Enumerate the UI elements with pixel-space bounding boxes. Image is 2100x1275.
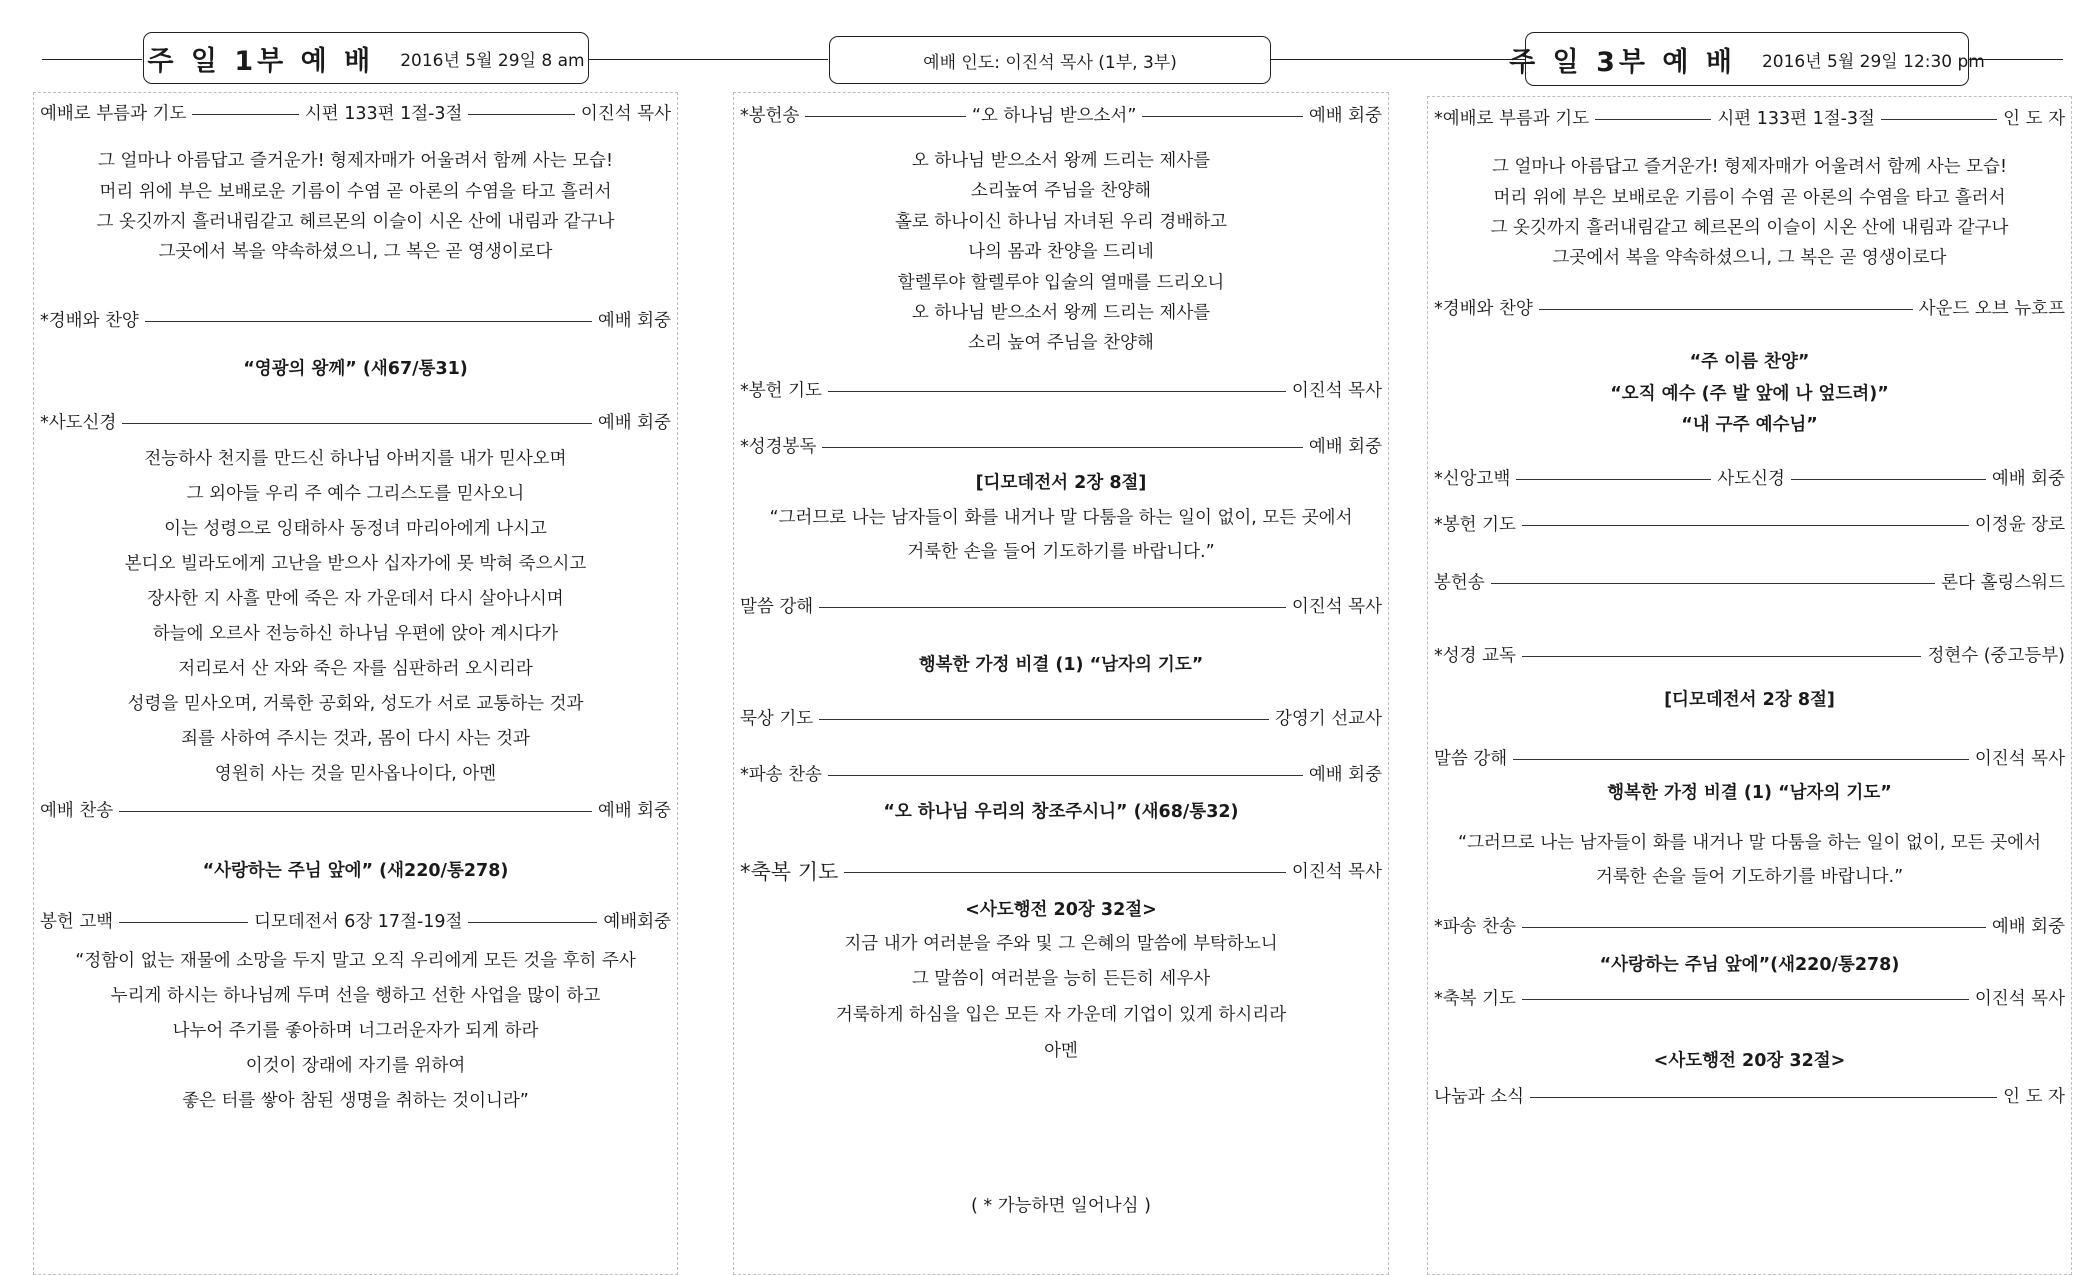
service1-header — [143, 32, 589, 84]
scripture-reference: [디모데전서 2장 8절] — [975, 473, 1147, 493]
psalm-line: 머리 위에 부은 보배로운 기름이 수염 곧 아론의 수염을 타고 흘러서 — [99, 182, 612, 202]
worship-leader: 예배 인도: 이진석 목사 (1부, 3부) — [923, 52, 1177, 73]
benediction-line: 지금 내가 여러분을 주와 및 그 은혜의 말씀에 부탁하노니 — [844, 934, 1278, 954]
item-leader: 예배회중 — [603, 912, 672, 932]
psalm-line: 그 얼마나 아름답고 즐거운가! 형제자매가 어울려서 함께 사는 모습! — [98, 151, 613, 171]
scripture-line: 나누어 주기를 좋아하며 너그러운자가 되게 하라 — [172, 1021, 539, 1041]
item-leader: 예배 회중 — [1308, 106, 1382, 126]
benediction-line: 아멘 — [1044, 1041, 1078, 1061]
sermon-title: 행복한 가정 비결 (1) “남자의 기도” — [1607, 783, 1892, 803]
item-label: 말씀 강해 — [740, 597, 814, 617]
service3-title: 주 일 3부 예 배 — [1509, 46, 1736, 78]
psalm-line: 머리 위에 부은 보배로운 기름이 수염 곧 아론의 수염을 타고 흘러서 — [1493, 188, 2006, 208]
standing-note: ( * 가능하면 일어나심 ) — [971, 1196, 1151, 1216]
song-line: 할렐루야 할렐루야 입술의 열매를 드리오니 — [897, 273, 1225, 293]
scripture-line: “그러므로 나는 남자들이 화를 내거나 말 다툼을 하는 일이 없이, 모든 곳에서 — [769, 508, 1353, 528]
item-leader: 예배 회중 — [1308, 765, 1382, 785]
item-leader: 예배 회중 — [597, 311, 671, 331]
service3-column — [1427, 96, 2072, 1275]
song-line: 소리 높여 주님을 찬양해 — [968, 333, 1154, 353]
header-rule — [588, 59, 828, 60]
item-leader: 론다 홀링스워드 — [1941, 573, 2065, 593]
item-leader: 이진석 목사 — [1291, 597, 1382, 617]
creed-line: 하늘에 오르사 전능하신 하나님 우편에 앉아 계시다가 — [152, 624, 559, 644]
hymn-title: “오 하나님 우리의 창조주시니” (새68/통32) — [883, 802, 1239, 822]
song-line: 소리높여 주님을 찬양해 — [970, 181, 1152, 201]
scripture-line: 누리게 하시는 하나님께 두며 선을 행하고 선한 사업을 많이 하고 — [110, 986, 601, 1006]
item-leader: 이진석 목사 — [1974, 989, 2065, 1009]
scripture-line: 거룩한 손을 들어 기도하기를 바랍니다.” — [907, 542, 1215, 562]
order-item — [40, 799, 671, 823]
creed-line: 영원히 사는 것을 믿사옵나이다, 아멘 — [214, 764, 497, 784]
service1-date: 2016년 5월 29일 8 am — [400, 50, 585, 71]
order-item — [1434, 644, 2065, 668]
item-detail: 사도신경 — [1717, 469, 1785, 489]
order-item — [740, 707, 1382, 731]
item-leader: 인 도 자 — [2003, 109, 2066, 129]
benediction-line: 거룩하게 하심을 입은 모든 자 가운데 기업이 있게 하시리라 — [835, 1005, 1287, 1025]
item-detail: 디모데전서 6장 17절-19절 — [254, 912, 463, 932]
service3-date: 2016년 5월 29일 12:30 pm — [1761, 51, 1985, 72]
order-item — [40, 309, 671, 333]
item-label: *경배와 찬양 — [40, 311, 139, 331]
song-line: 오 하나님 받으소서 왕께 드리는 제사를 — [911, 303, 1211, 323]
psalm-line: 그 얼마나 아름답고 즐거운가! 형제자매가 어울려서 함께 사는 모습! — [1492, 157, 2007, 177]
item-label: 봉헌 고백 — [40, 912, 114, 932]
order-item — [740, 763, 1382, 787]
scripture-line: “정함이 없는 재물에 소망을 두지 말고 오직 우리에게 모든 것을 후히 주사 — [75, 951, 636, 971]
order-item — [740, 379, 1382, 403]
psalm-line: 그 옷깃까지 흘러내림같고 헤르몬의 이슬이 시온 산에 내림과 같구나 — [1490, 218, 2009, 238]
hymn-title: “영광의 왕께” (새67/통31) — [243, 359, 468, 379]
header-rule — [42, 59, 142, 60]
scripture-line: 이것이 장래에 자기를 위하여 — [245, 1056, 466, 1076]
song-line: 나의 몸과 찬양을 드리네 — [968, 242, 1154, 262]
item-label: *경배와 찬양 — [1434, 299, 1533, 319]
order-continued-column — [733, 92, 1389, 1275]
order-item — [1434, 1085, 2065, 1109]
item-label: 봉헌송 — [1434, 573, 1485, 593]
scripture-reference: [디모데전서 2장 8절] — [1664, 690, 1835, 710]
creed-line: 성령을 믿사오며, 거룩한 공회와, 성도가 서로 교통하는 것과 — [127, 694, 584, 714]
item-leader: 정현수 (중고등부) — [1927, 646, 2065, 666]
order-item — [40, 411, 671, 435]
creed-line: 죄를 사하여 주시는 것과, 몸이 다시 사는 것과 — [181, 729, 530, 749]
item-leader: 예배 회중 — [597, 413, 671, 433]
creed-line: 그 외아들 우리 주 예수 그리스도를 믿사오니 — [186, 484, 525, 504]
song-title: “내 구주 예수님” — [1681, 415, 1818, 435]
order-item — [740, 860, 1382, 884]
order-item — [1434, 915, 2065, 939]
item-leader: 강영기 선교사 — [1275, 709, 1382, 729]
item-label: *축복 기도 — [740, 860, 839, 884]
service1-title: 주 일 1부 예 배 — [147, 45, 375, 77]
item-detail: 시편 133편 1절-3절 — [1717, 109, 1875, 129]
order-item — [740, 104, 1382, 128]
order-item — [1434, 571, 2065, 595]
item-leader: 예배 회중 — [597, 801, 671, 821]
psalm-line: 그곳에서 복을 약속하셨으니, 그 복은 곧 영생이로다 — [158, 242, 553, 262]
item-label: *사도신경 — [40, 413, 117, 433]
item-leader: 인 도 자 — [2003, 1087, 2065, 1107]
item-leader: 예배 회중 — [1991, 917, 2065, 937]
psalm-line: 그곳에서 복을 약속하셨으니, 그 복은 곧 영생이로다 — [1552, 248, 1947, 268]
item-leader: 이진석 목사 — [1291, 862, 1382, 882]
creed-line: 장사한 지 사흘 만에 죽은 자 가운데서 다시 살아나시며 — [147, 589, 564, 609]
item-label: *봉헌 기도 — [740, 381, 822, 401]
order-item — [1434, 747, 2065, 771]
item-leader: 이진석 목사 — [1974, 749, 2065, 769]
order-item — [1434, 297, 2065, 321]
order-item — [40, 102, 671, 126]
item-label: 묵상 기도 — [740, 709, 814, 729]
song-line: 오 하나님 받으소서 왕께 드리는 제사를 — [911, 151, 1211, 171]
sermon-title: 행복한 가정 비결 (1) “남자의 기도” — [918, 655, 1204, 675]
item-label: 말씀 강해 — [1434, 749, 1508, 769]
item-label: 예배로 부름과 기도 — [40, 104, 187, 124]
item-leader: 이정윤 장로 — [1974, 515, 2065, 535]
item-label: *축복 기도 — [1434, 989, 1516, 1009]
service3-header — [1509, 32, 1985, 86]
order-item — [1434, 467, 2065, 491]
item-label: 나눔과 소식 — [1434, 1087, 1525, 1107]
order-item — [40, 910, 671, 934]
item-label: *성경 교독 — [1434, 646, 1516, 666]
creed-line: 전능하사 천지를 만드신 하나님 아버지를 내가 믿사오며 — [144, 449, 567, 469]
item-leader: 이진석 목사 — [580, 104, 672, 124]
header-rule — [1270, 59, 1525, 60]
creed-line: 저리로서 산 자와 죽은 자를 심판하러 오시리라 — [178, 659, 533, 679]
song-title: “주 이름 찬양” — [1689, 352, 1810, 372]
benediction-line: 그 말씀이 여러분을 능히 든든히 세우사 — [911, 969, 1211, 989]
creed-line: 이는 성령으로 잉태하사 동정녀 마리아에게 나시고 — [164, 519, 547, 539]
item-leader: 예배 회중 — [1308, 437, 1382, 457]
leader-header — [829, 36, 1271, 84]
item-label: *봉헌송 — [740, 106, 800, 126]
item-label: *봉헌 기도 — [1434, 515, 1516, 535]
item-detail: “오 하나님 받으소서” — [971, 106, 1137, 126]
order-item — [740, 595, 1382, 619]
item-leader: 예배 회중 — [1991, 469, 2065, 489]
item-label: 예배 찬송 — [40, 801, 114, 821]
order-item — [1434, 513, 2065, 537]
scripture-reference: <사도행전 20장 32절> — [965, 900, 1157, 920]
creed-line: 본디오 빌라도에게 고난을 받으사 십자가에 못 박혀 죽으시고 — [124, 554, 587, 574]
item-label: *파송 찬송 — [1434, 917, 1516, 937]
scripture-line: 좋은 터를 쌓아 참된 생명을 취하는 것이니라” — [182, 1091, 529, 1111]
hymn-title: “사랑하는 주님 앞에” (새220/통278) — [202, 861, 509, 881]
item-leader: 이진석 목사 — [1291, 381, 1382, 401]
psalm-line: 그 옷깃까지 흘러내림같고 헤르몬의 이슬이 시온 산에 내림과 같구나 — [96, 212, 615, 232]
song-line: 홀로 하나이신 하나님 자녀된 우리 경배하고 — [894, 212, 1228, 232]
order-item — [1434, 107, 2065, 131]
scripture-line: “그러므로 나는 남자들이 화를 내거나 말 다툼을 하는 일이 없이, 모든 곳에서 — [1458, 833, 2041, 853]
service1-column — [33, 92, 678, 1275]
song-title: “오직 예수 (주 발 앞에 나 엎드려)” — [1610, 384, 1889, 404]
scripture-reference: <사도행전 20장 32절> — [1653, 1051, 1846, 1071]
item-label: *신앙고백 — [1434, 469, 1511, 489]
item-leader: 사운드 오브 뉴호프 — [1918, 299, 2065, 319]
order-item — [740, 435, 1382, 459]
scripture-line: 거룩한 손을 들어 기도하기를 바랍니다.” — [1595, 867, 1904, 887]
order-item — [1434, 987, 2065, 1011]
item-detail: 시편 133편 1절-3절 — [304, 104, 463, 124]
hymn-title: “사랑하는 주님 앞에”(새220/통278) — [1599, 955, 1900, 975]
item-label: *예배로 부름과 기도 — [1434, 109, 1590, 129]
item-label: *파송 찬송 — [740, 765, 822, 785]
item-label: *성경봉독 — [740, 437, 817, 457]
